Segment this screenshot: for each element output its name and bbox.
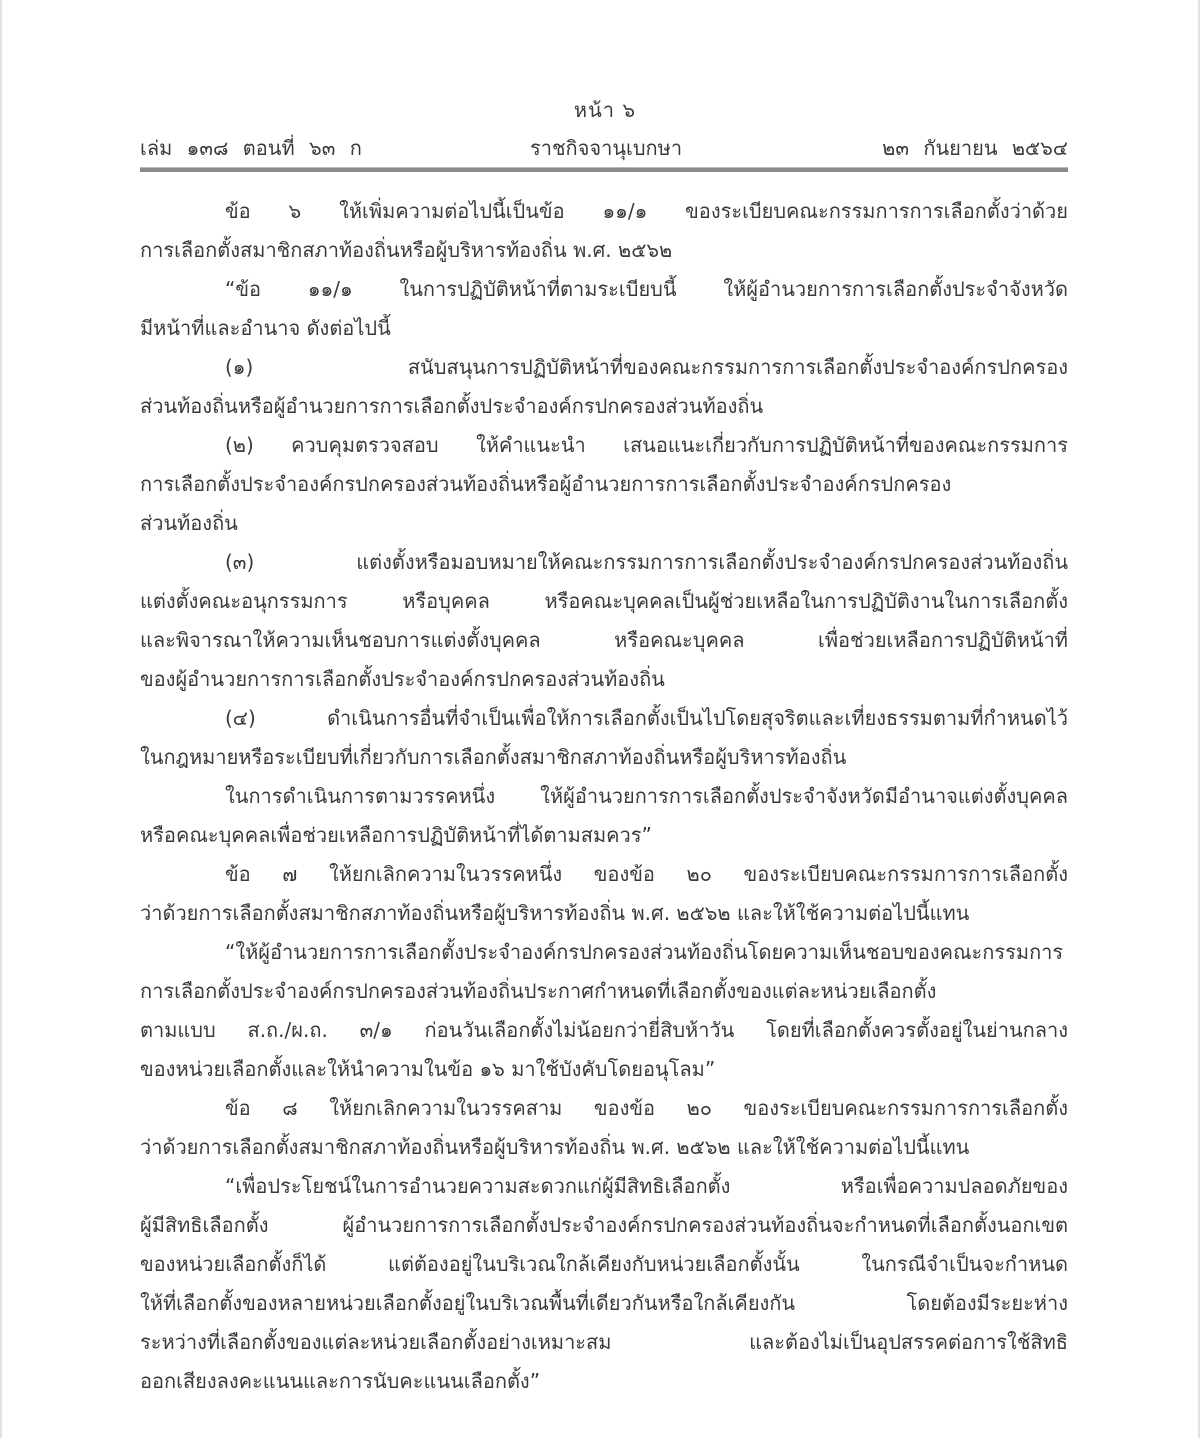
text-line: และพิจารณาให้ความเห็นชอบการแต่งตั้งบุคคล หรือคณะบุคคล เพื่อช่วยเหลือการปฏิบัติหน้าที่ <box>140 628 1068 652</box>
paragraph <box>140 1167 1068 1401</box>
text-line: (๔) ดำเนินการอื่นที่จำเป็นเพื่อให้การเลือกตั้งเป็นไปโดยสุจริตและเที่ยงธรรมตามที่กำหนดไว้ <box>225 706 1068 730</box>
text-line: “ข้อ ๑๑/๑ ในการปฏิบัติหน้าที่ตามระเบียบนี้ ให้ผู้อำนวยการการเลือกตั้งประจำจังหวัด <box>225 277 1068 301</box>
text-line: ในการดำเนินการตามวรรคหนึ่ง ให้ผู้อำนวยการการเลือกตั้งประจำจังหวัดมีอำนาจแต่งตั้งบุคคล <box>225 784 1068 808</box>
paragraph <box>140 543 1068 699</box>
page-edge-left <box>0 0 2 1438</box>
text-line: ส่วนท้องถิ่น <box>140 511 238 535</box>
text-line: ข้อ ๗ ให้ยกเลิกความในวรรคหนึ่ง ของข้อ ๒๐ ของระเบียบคณะกรรมการการเลือกตั้ง <box>225 862 1068 886</box>
publication-date: ๒๓ กันยายน ๒๕๖๔ <box>882 136 1068 160</box>
paragraph <box>140 270 1068 348</box>
document-body <box>140 192 1068 1401</box>
publication-title: ราชกิจจานุเบกษา <box>530 136 683 160</box>
text-line: ให้ที่เลือกตั้งของหลายหน่วยเลือกตั้งอยู่ในบริเวณพื้นที่เดียวกันหรือใกล้เคียงกัน โดยต้องมีระยะห่าง <box>140 1291 1068 1315</box>
text-line: ข้อ ๘ ให้ยกเลิกความในวรรคสาม ของข้อ ๒๐ ของระเบียบคณะกรรมการการเลือกตั้ง <box>225 1096 1068 1120</box>
text-line: ของผู้อำนวยการการเลือกตั้งประจำองค์กรปกครองส่วนท้องถิ่น <box>140 667 665 691</box>
paragraph <box>140 855 1068 933</box>
text-line: ของหน่วยเลือกตั้งและให้นำความในข้อ ๑๖ มาใช้บังคับโดยอนุโลม” <box>140 1057 716 1081</box>
paragraph <box>140 1089 1068 1167</box>
text-line: ข้อ ๖ ให้เพิ่มความต่อไปนี้เป็นข้อ ๑๑/๑ ของระเบียบคณะกรรมการการเลือกตั้งว่าด้วย <box>225 199 1068 223</box>
text-line: มีหน้าที่และอำนาจ ดังต่อไปนี้ <box>140 316 391 340</box>
text-line: ตามแบบ ส.ถ./ผ.ถ. ๓/๑ ก่อนวันเลือกตั้งไม่น้อยกว่ายี่สิบห้าวัน โดยที่เลือกตั้งควรตั้งอยู่ในย่านกลาง <box>140 1018 1068 1042</box>
paragraph <box>140 699 1068 777</box>
paragraph <box>140 933 1068 1089</box>
text-line: ของหน่วยเลือกตั้งก็ได้ แต่ต้องอยู่ในบริเวณใกล้เคียงกับหน่วยเลือกตั้งนั้น ในกรณีจำเป็นจะกำหนด <box>140 1252 1068 1276</box>
text-line: แต่งตั้งคณะอนุกรรมการ หรือบุคคล หรือคณะบุคคลเป็นผู้ช่วยเหลือในการปฏิบัติงานในการเลือกตั้ง <box>140 589 1068 613</box>
paragraph <box>140 348 1068 426</box>
issue-info: เล่ม ๑๓๘ ตอนที่ ๖๓ ก <box>140 136 362 160</box>
text-line: (๓) แต่งตั้งหรือมอบหมายให้คณะกรรมการการเลือกตั้งประจำองค์กรปกครองส่วนท้องถิ่น <box>225 550 1068 574</box>
text-line: ระหว่างที่เลือกตั้งของแต่ละหน่วยเลือกตั้งอย่างเหมาะสม และต้องไม่เป็นอุปสรรคต่อการใช้สิทธิ <box>140 1330 1068 1354</box>
text-line: ว่าด้วยการเลือกตั้งสมาชิกสภาท้องถิ่นหรือผู้บริหารท้องถิ่น พ.ศ. ๒๕๖๒ และให้ใช้ความต่อไปนี้แทน <box>140 901 970 925</box>
text-line: ส่วนท้องถิ่นหรือผู้อำนวยการการเลือกตั้งประจำองค์กรปกครองส่วนท้องถิ่น <box>140 394 764 418</box>
text-line: “ให้ผู้อำนวยการการเลือกตั้งประจำองค์กรปกครองส่วนท้องถิ่นโดยความเห็นชอบของคณะกรรมการ <box>225 940 1064 964</box>
text-line: “เพื่อประโยชน์ในการอำนวยความสะดวกแก่ผู้มีสิทธิเลือกตั้ง หรือเพื่อความปลอดภัยของ <box>225 1174 1068 1198</box>
text-line: การเลือกตั้งสมาชิกสภาท้องถิ่นหรือผู้บริหารท้องถิ่น พ.ศ. ๒๕๖๒ <box>140 238 673 262</box>
text-line: (๒) ควบคุมตรวจสอบ ให้คำแนะนำ เสนอแนะเกี่ยวกับการปฏิบัติหน้าที่ของคณะกรรมการ <box>225 433 1068 457</box>
gazette-header <box>140 132 1068 162</box>
text-line: ในกฎหมายหรือระเบียบที่เกี่ยวกับการเลือกตั้งสมาชิกสภาท้องถิ่นหรือผู้บริหารท้องถิ่น <box>140 745 847 769</box>
text-line: ออกเสียงลงคะแนนและการนับคะแนนเลือกตั้ง” <box>140 1369 541 1393</box>
paragraph <box>140 192 1068 270</box>
paragraph <box>140 777 1068 855</box>
text-line: (๑) สนับสนุนการปฏิบัติหน้าที่ของคณะกรรมการการเลือกตั้งประจำองค์กรปกครอง <box>225 355 1068 379</box>
text-line: หรือคณะบุคคลเพื่อช่วยเหลือการปฏิบัติหน้าที่ได้ตามสมควร” <box>140 823 652 847</box>
text-line: การเลือกตั้งประจำองค์กรปกครองส่วนท้องถิ่นหรือผู้อำนวยการการเลือกตั้งประจำองค์กรปกครอง <box>140 472 952 496</box>
page-number: หน้า ๖ <box>573 98 637 122</box>
paragraph <box>140 426 1068 543</box>
text-line: การเลือกตั้งประจำองค์กรปกครองส่วนท้องถิ่นประกาศกำหนดที่เลือกตั้งของแต่ละหน่วยเลือกตั้ง <box>140 979 937 1003</box>
text-line: ว่าด้วยการเลือกตั้งสมาชิกสภาท้องถิ่นหรือผู้บริหารท้องถิ่น พ.ศ. ๒๕๖๒ และให้ใช้ความต่อไปนี้แทน <box>140 1135 970 1159</box>
header-rule <box>140 167 1068 172</box>
text-line: ผู้มีสิทธิเลือกตั้ง ผู้อำนวยการการเลือกตั้งประจำองค์กรปกครองส่วนท้องถิ่นจะกำหนดที่เลือกตั้งนอกเขต <box>140 1213 1068 1237</box>
